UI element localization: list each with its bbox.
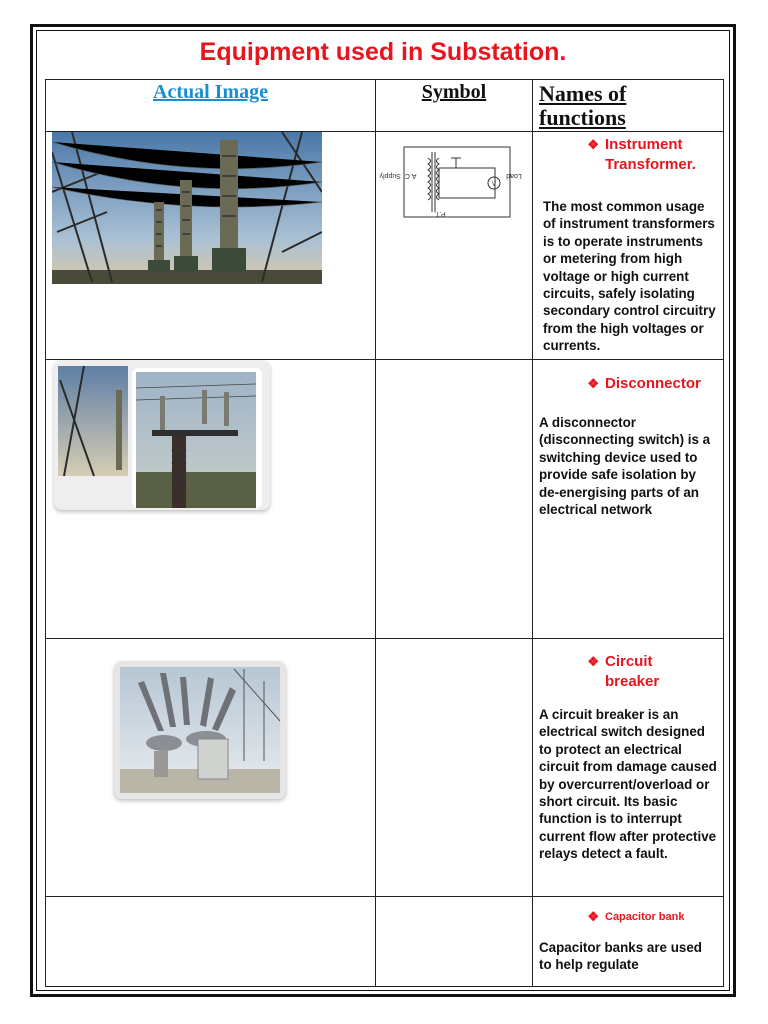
disconnector-photo (54, 360, 270, 510)
diamond-bullet-icon: ❖ (587, 137, 599, 152)
table-row (46, 897, 724, 987)
instrument-transformer-description: The most common usage of instrument transformers is to operate instruments or metering from high voltage or high current circuits, safely isolating secondary control circuitry from the high voltages or currents. (543, 199, 716, 354)
diamond-bullet-icon: ❖ (587, 376, 599, 391)
table-header-row (46, 80, 724, 132)
circuit-breaker-title: ❖ Circuit breaker (533, 639, 723, 692)
header-symbol: Symbol (421, 81, 487, 103)
capacitor-bank-title: ❖ Capacitor bank (533, 897, 723, 927)
page-title: Equipment used in Substation. (199, 38, 567, 66)
table-row (46, 360, 724, 639)
diamond-bullet-icon: ❖ (587, 654, 599, 669)
instrument-transformer-title: ❖ Instrument Transformer. (533, 132, 723, 175)
symbol-pt-label: P.T. (434, 210, 446, 217)
circuit-breaker-description: A circuit breaker is an electrical switch designed to protect an electrical circuit from damage caused by overcurrent/overload or short circuit. Its basic function is to interrupt current flow after protective relays detect a fault. (539, 707, 717, 862)
symbol-load-label: Load (506, 172, 522, 179)
header-actual-image[interactable]: Actual Image (153, 81, 268, 103)
disconnector-description: A disconnector (disconnecting switch) is a switching device used to provide safe isolation by de-energising parts of an electrical network (539, 415, 711, 518)
diamond-bullet-icon: ❖ (587, 909, 599, 924)
instrument-transformer-symbol (376, 132, 533, 222)
table-row (46, 132, 724, 360)
header-names-of-functions: Names of functions (539, 81, 627, 130)
symbol-supply-label: A.C. Supply (379, 172, 417, 179)
circuit-breaker-photo (114, 661, 286, 799)
instrument-transformer-photo (52, 132, 322, 284)
table-row (46, 639, 724, 897)
disconnector-title: ❖ Disconnector (533, 360, 723, 394)
symbol-meter-label: V (491, 182, 497, 188)
capacitor-bank-description: Capacitor banks are used to help regulate (539, 940, 702, 973)
equipment-table (45, 79, 724, 987)
